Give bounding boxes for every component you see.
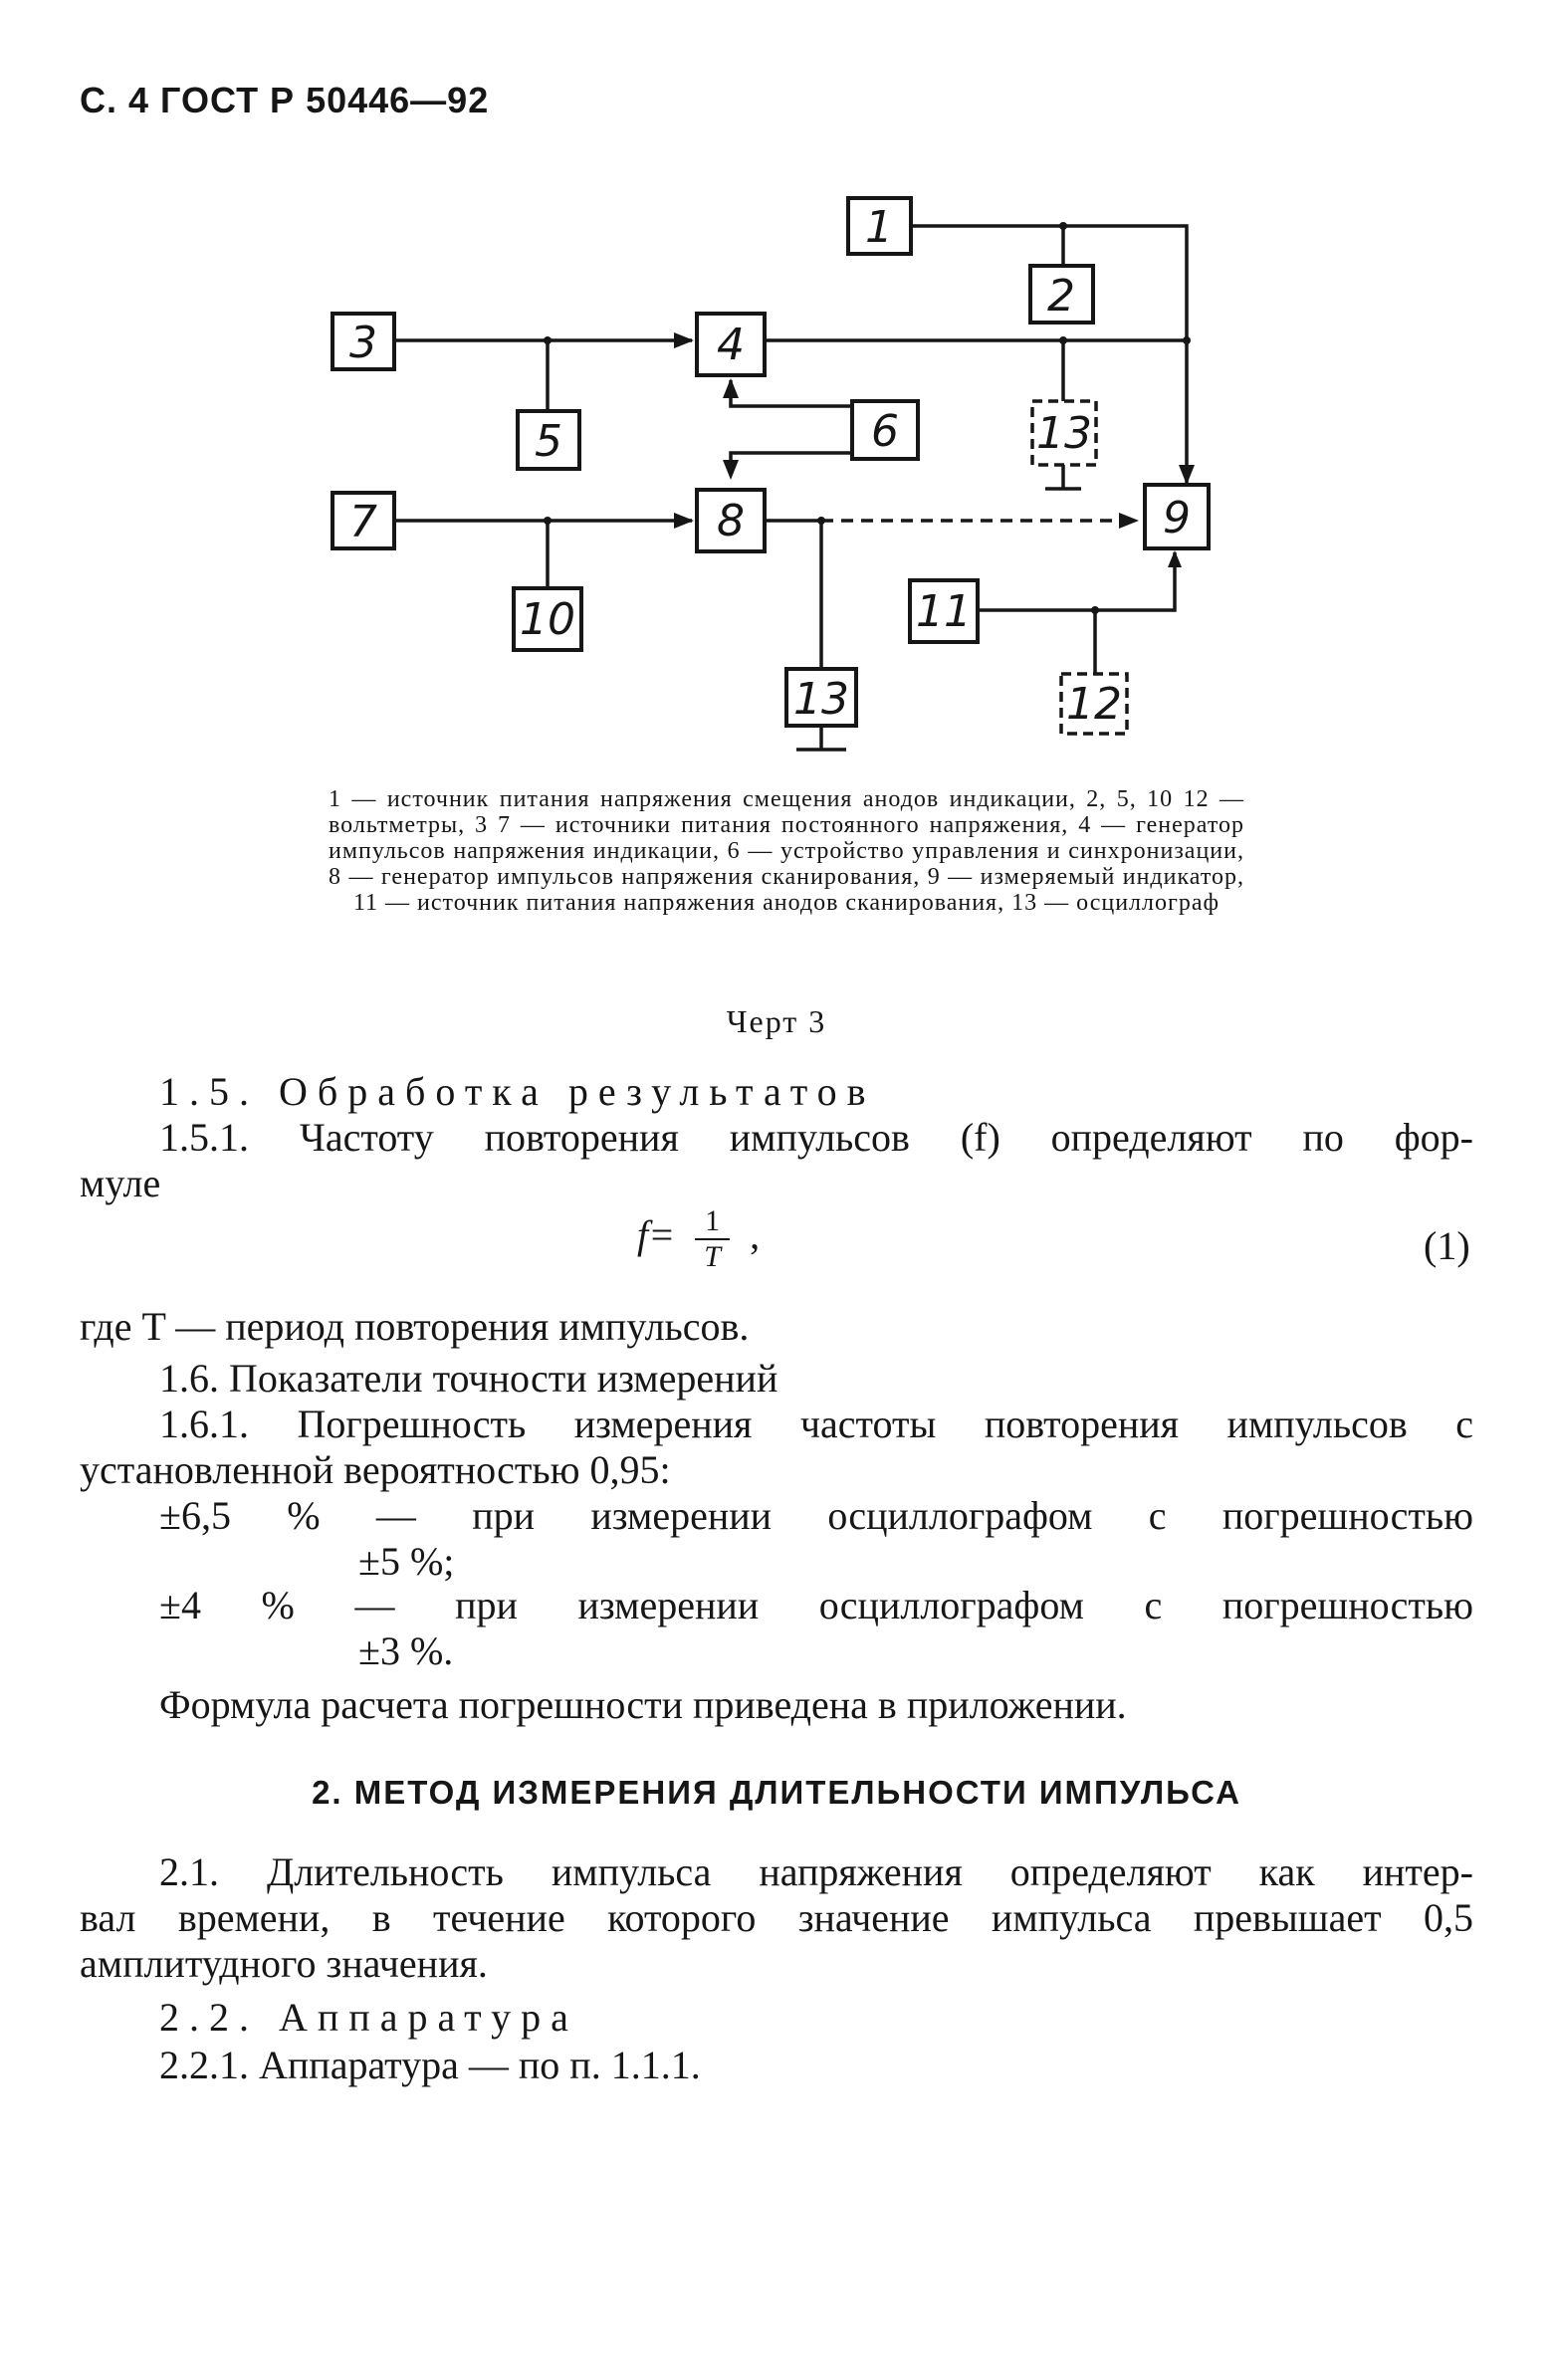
junction	[1059, 222, 1067, 230]
appendix-note: Формула расчета погрешности приведена в приложении.	[159, 1682, 1127, 1727]
block-4	[697, 314, 765, 375]
svg-text:2: 2	[1047, 271, 1075, 322]
ground-13a	[1045, 465, 1081, 489]
wire-11-to-9	[978, 552, 1175, 610]
para-1-6-1-line1: 1.6.1. Погрешность измерения частоты повторения импульсов с	[159, 1402, 1473, 1446]
formula-1	[637, 1204, 760, 1274]
accuracy-2-line1: ±4 % — при измерении осциллографом с погрешностью	[159, 1583, 1473, 1627]
para-1-5-1-line2: муле	[80, 1161, 161, 1205]
block-2	[1030, 266, 1093, 323]
svg-text:9: 9	[1163, 493, 1191, 543]
para-2-1-line1: 2.1. Длительность импульса напряжения определяют как интер-	[159, 1849, 1473, 1894]
figure-legend: 1 — источник питания напряжения смещения анодов индикации, 2, 5, 10 12 — вольтметры, 3 7 — источники питания постоянного напряжения, 4 — генератор импульсов напряжения индикации, 6 — устройство управления и синхронизации, 8 — генератор импульсов напряжения сканирования, 9 — измеряемый индикатор, 11 — источник питания напряжения анодов сканирования, 13 — осциллограф	[329, 786, 1244, 916]
svg-text:11: 11	[916, 586, 972, 637]
para-2-2-1: 2.2.1. Аппаратура — по п. 1.1.1.	[159, 2043, 701, 2087]
svg-text:13: 13	[793, 674, 849, 725]
junction	[544, 336, 552, 344]
svg-text:10: 10	[520, 594, 575, 645]
para-1-5-1-line1: 1.5.1. Частоту повторения импульсов (f) определяют по фор-	[159, 1115, 1473, 1160]
para-2-1-line2: вал времени, в течение которого значение импульса превышает 0,5	[80, 1895, 1473, 1940]
arrow-up-to-9	[1168, 550, 1182, 567]
formula-tail: ,	[750, 1212, 761, 1258]
junction	[544, 517, 552, 525]
block-6	[852, 401, 918, 459]
accuracy-1-line2: ±5 %;	[358, 1539, 455, 1584]
accuracy-1-line1: ±6,5 % — при измерении осциллографом с погрешностью	[159, 1493, 1473, 1538]
junction	[817, 517, 825, 525]
page-header: С. 4 ГОСТ Р 50446—92	[80, 80, 490, 120]
svg-text:4: 4	[717, 320, 745, 370]
svg-text:13: 13	[1036, 408, 1092, 459]
arrow-to-4	[674, 332, 694, 348]
wire-6-to-4	[731, 380, 852, 406]
svg-text:8: 8	[717, 496, 745, 546]
junction	[1091, 606, 1099, 614]
svg-text:1: 1	[865, 202, 893, 253]
arrow-6-to-8	[723, 460, 739, 480]
svg-text:6: 6	[871, 406, 899, 457]
svg-text:12: 12	[1066, 679, 1122, 730]
junction	[1059, 336, 1067, 344]
section-2-title: 2. МЕТОД ИЗМЕРЕНИЯ ДЛИТЕЛЬНОСТИ ИМПУЛЬСА	[312, 1774, 1241, 1811]
section-1-6-heading: 1.6. Показатели точности измерений	[159, 1356, 778, 1401]
formula-numerator: 1	[695, 1204, 730, 1240]
arrow-right-to-9	[1119, 513, 1139, 529]
arrow-6-to-4	[723, 378, 739, 398]
block-8	[697, 490, 765, 551]
ground-13b	[796, 726, 846, 750]
accuracy-2-line2: ±3 %.	[358, 1628, 454, 1673]
junction	[1183, 336, 1191, 344]
svg-text:5: 5	[535, 416, 562, 467]
para-1-6-1-line2: установленной вероятностью 0,95:	[80, 1447, 671, 1492]
equation-number: (1)	[1424, 1223, 1470, 1268]
block-11	[910, 580, 978, 642]
block-13-lower	[786, 669, 856, 726]
formula-lhs: f=	[637, 1212, 676, 1258]
formula-denominator: T	[704, 1240, 721, 1273]
block-12	[1061, 674, 1127, 734]
block-5	[518, 411, 579, 469]
block-7	[333, 493, 394, 548]
formula-fraction	[695, 1204, 730, 1274]
section-2-2-heading: 2.2. Аппаратура	[159, 1995, 578, 2040]
wire-6-to-8	[731, 453, 852, 473]
block-13-upper	[1032, 401, 1096, 465]
block-10	[514, 588, 581, 650]
arrow-down-to-9	[1179, 465, 1195, 485]
arrow-to-8	[674, 513, 694, 529]
para-2-1-line3: амплитудного значения.	[80, 1941, 488, 1986]
block-3	[333, 314, 394, 369]
section-1-5-heading: 1.5. Обработка результатов	[159, 1069, 876, 1114]
svg-text:7: 7	[349, 497, 377, 547]
svg-text:3: 3	[349, 318, 377, 368]
para-where: где T — период повторения импульсов.	[80, 1304, 750, 1349]
figure-caption: Черт 3	[726, 1003, 827, 1039]
block-diagram	[299, 184, 1254, 771]
block-9	[1145, 485, 1209, 548]
block-1	[848, 198, 911, 254]
